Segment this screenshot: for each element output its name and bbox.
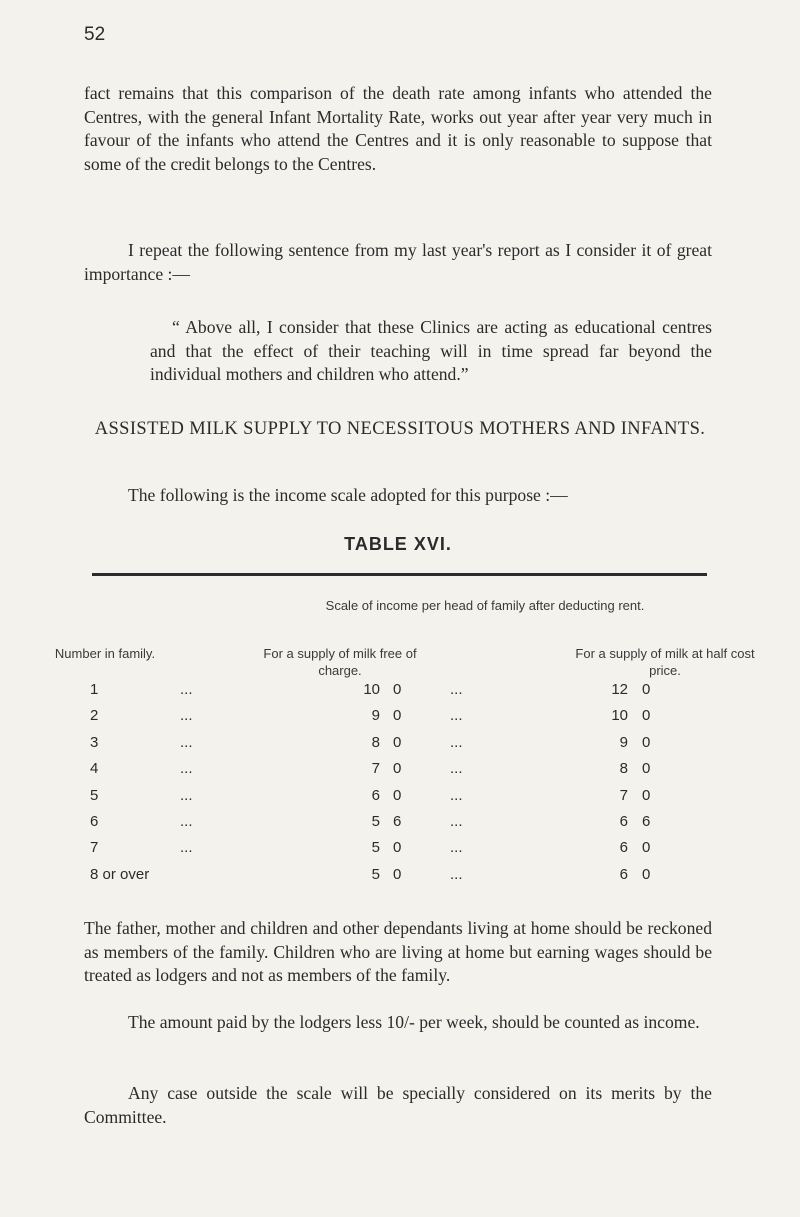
cell-number: 5 <box>90 786 99 804</box>
table-row <box>0 707 800 733</box>
cell-half-pence: 6 <box>642 813 651 830</box>
leader-dots-2: ... <box>450 813 463 830</box>
cell-free-pence: 0 <box>393 839 402 857</box>
cell-number: 7 <box>90 839 99 857</box>
leader-dots-2: ... <box>450 760 463 778</box>
cell-free-shillings: 5 <box>371 839 380 857</box>
paragraph-lodgers-income: The amount paid by the lodgers less 10/- per week, should be counted as income. <box>128 1012 700 1032</box>
cell-free-pence: 6 <box>393 813 402 830</box>
cell-half-shillings: 7 <box>619 786 628 804</box>
cell-half-shillings: 9 <box>619 733 628 751</box>
table-header-number: Number in family. <box>54 646 156 661</box>
table-row <box>0 787 800 813</box>
table-header-scale: Scale of income per head of family after deducting rent. <box>325 598 645 613</box>
table-header-free: For a supply of milk free of charge. <box>263 646 417 678</box>
table-row <box>0 866 800 892</box>
cell-half-shillings: 10 <box>611 707 628 725</box>
cell-free-shillings: 9 <box>371 707 380 725</box>
cell-free-pence: 0 <box>393 865 402 883</box>
leader-dots-1: ... <box>180 681 193 698</box>
cell-half-pence: 0 <box>642 760 651 778</box>
leader-dots-2: ... <box>450 681 463 698</box>
cell-half-shillings: 12 <box>611 681 628 698</box>
leader-dots-2: ... <box>450 707 463 725</box>
page-number: 52 <box>84 24 106 45</box>
section-heading: ASSISTED MILK SUPPLY TO NECESSITOUS MOTHERS AND INFANTS. <box>94 419 706 439</box>
cell-free-shillings: 5 <box>371 813 380 830</box>
table-row <box>0 839 800 865</box>
cell-half-shillings: 6 <box>619 865 628 883</box>
cell-half-pence: 0 <box>642 733 651 751</box>
leader-dots-2: ... <box>450 865 463 883</box>
cell-free-pence: 0 <box>393 681 402 698</box>
table-header-half: For a supply of milk at half cost price. <box>575 646 755 678</box>
cell-free-shillings: 5 <box>371 865 380 883</box>
cell-number: 8 or over <box>90 865 150 883</box>
table-row <box>0 734 800 760</box>
table-row <box>0 681 800 707</box>
paragraph-repeat-sentence: I repeat the following sentence from my last year's report as I consider it of great importance :— <box>84 240 712 284</box>
cell-number: 3 <box>90 733 99 751</box>
cell-half-pence: 0 <box>642 707 651 725</box>
cell-half-shillings: 6 <box>619 813 628 830</box>
paragraph-special-cases: Any case outside the scale will be specially considered on its merits by the Committee. <box>84 1083 712 1127</box>
cell-number: 6 <box>90 813 99 830</box>
leader-dots-2: ... <box>450 839 463 857</box>
table-row <box>0 813 800 839</box>
paragraph-death-rate-comparison: fact remains that this comparison of the death rate among infants who attended the Centres, with the general Infant Mortality Rate, works out year after year very much in favour of the infants who attend the Centres and it is only reasonable to suppose that some of the credit belongs to the Centres. <box>84 83 712 174</box>
cell-free-shillings: 8 <box>371 733 380 751</box>
leader-dots-1: ... <box>180 839 193 857</box>
quotation-clinics: “ Above all, I consider that these Clinics are acting as educational centres and that the effect of their teaching will in time spread far beyond the individual mothers and children who attend.” <box>150 317 712 384</box>
table-title: TABLE XVI. <box>344 534 452 554</box>
cell-number: 1 <box>90 681 99 698</box>
leader-dots-1: ... <box>180 707 193 725</box>
cell-number: 4 <box>90 760 99 778</box>
cell-number: 2 <box>90 707 99 725</box>
leader-dots-1: ... <box>180 786 193 804</box>
leader-dots-2: ... <box>450 786 463 804</box>
cell-half-pence: 0 <box>642 786 651 804</box>
cell-free-pence: 0 <box>393 733 402 751</box>
table-row <box>0 760 800 786</box>
table-top-rule <box>92 573 707 576</box>
cell-free-shillings: 6 <box>371 786 380 804</box>
cell-free-pence: 0 <box>393 786 402 804</box>
cell-half-shillings: 8 <box>619 760 628 778</box>
cell-half-shillings: 6 <box>619 839 628 857</box>
leader-dots-1: ... <box>180 760 193 778</box>
cell-half-pence: 0 <box>642 865 651 883</box>
paragraph-income-scale-intro: The following is the income scale adopted for this purpose :— <box>128 485 568 505</box>
leader-dots-2: ... <box>450 733 463 751</box>
cell-free-pence: 0 <box>393 760 402 778</box>
leader-dots-1: ... <box>180 733 193 751</box>
cell-free-shillings: 7 <box>371 760 380 778</box>
paragraph-family-members: The father, mother and children and other dependants living at home should be reckoned as members of the family. Children who are living at home but earning wages should be treated as lodgers and not as members of the family. <box>84 918 712 985</box>
leader-dots-1: ... <box>180 813 193 830</box>
cell-half-pence: 0 <box>642 681 651 698</box>
cell-free-pence: 0 <box>393 707 402 725</box>
cell-free-shillings: 10 <box>363 681 380 698</box>
cell-half-pence: 0 <box>642 839 651 857</box>
